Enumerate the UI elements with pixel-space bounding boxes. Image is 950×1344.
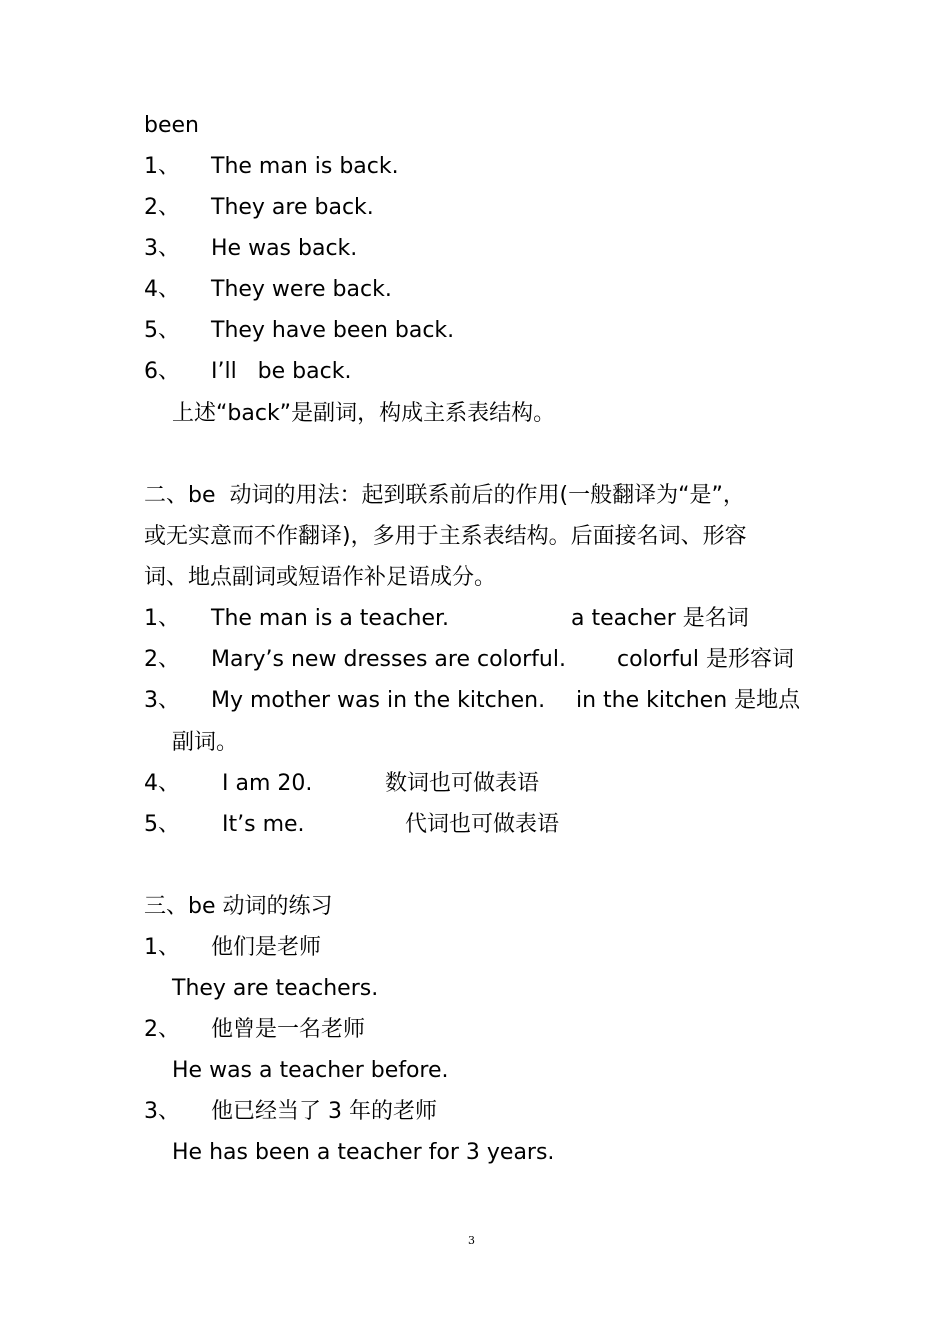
section-heading-line: 或无实意而不作翻译)，多用于主系表结构。后面接名词、形容 (144, 524, 747, 549)
item-sentence: He was back. (211, 236, 358, 261)
item-sentence: The man is a teacher. (211, 606, 450, 631)
item-number: 1、 (144, 154, 180, 179)
exercise-answer: He was a teacher before. (172, 1058, 449, 1083)
item-number: 1、 (144, 606, 180, 631)
item-number: 5、 (144, 812, 180, 837)
item-sentence: The man is back. (211, 154, 399, 179)
item-comment: 代词也可做表语 (405, 812, 560, 837)
item-sentence: I am 20. (222, 771, 313, 796)
item-number: 6、 (144, 359, 180, 384)
item-sentence: They have been back. (211, 318, 455, 343)
exercise-answer: They are teachers. (172, 976, 379, 1001)
item-number: 5、 (144, 318, 180, 343)
item-number: 2、 (144, 1017, 180, 1042)
item-comment: a teacher 是名词 (571, 606, 749, 631)
item-number: 1、 (144, 935, 180, 960)
item-number: 3、 (144, 236, 180, 261)
item-comment: colorful 是形容词 (617, 647, 794, 672)
exercise-chinese: 他已经当了 3 年的老师 (211, 1099, 437, 1124)
part1-note: 上述“back”是副词，构成主系表结构。 (172, 401, 556, 426)
lead-word: been (144, 113, 199, 138)
item-sentence: They are back. (211, 195, 374, 220)
exercise-chinese: 他们是老师 (211, 935, 322, 960)
item-number: 3、 (144, 1099, 180, 1124)
item-sentence: I’ll be back. (211, 359, 352, 384)
exercise-chinese: 他曾是一名老师 (211, 1017, 366, 1042)
list-item (144, 358, 352, 470)
item-sentence: Mary’s new dresses are colorful. (211, 647, 566, 672)
exercise-answer: He has been a teacher for 3 years. (172, 1140, 555, 1165)
item-comment: 数词也可做表语 (385, 771, 540, 796)
item-number: 2、 (144, 647, 180, 672)
page-number: 3 (468, 1234, 475, 1247)
section-heading: 三、be 动词的练习 (144, 894, 333, 919)
item-number: 3、 (144, 688, 180, 713)
item-sentence: My mother was in the kitchen. (211, 688, 546, 713)
item-sentence: It’s me. (222, 812, 305, 837)
item-comment-continued: 副词。 (172, 730, 239, 755)
item-sentence: They were back. (211, 277, 392, 302)
section-heading-line: 二、be 动词的用法：起到联系前后的作用(一般翻译为“是”， (144, 483, 745, 508)
item-number: 4、 (144, 771, 180, 796)
section-heading-line: 词、地点副词或短语作补足语成分。 (144, 565, 497, 590)
item-comment: in the kitchen 是地点 (576, 688, 801, 713)
item-number: 4、 (144, 277, 180, 302)
item-number: 2、 (144, 195, 180, 220)
